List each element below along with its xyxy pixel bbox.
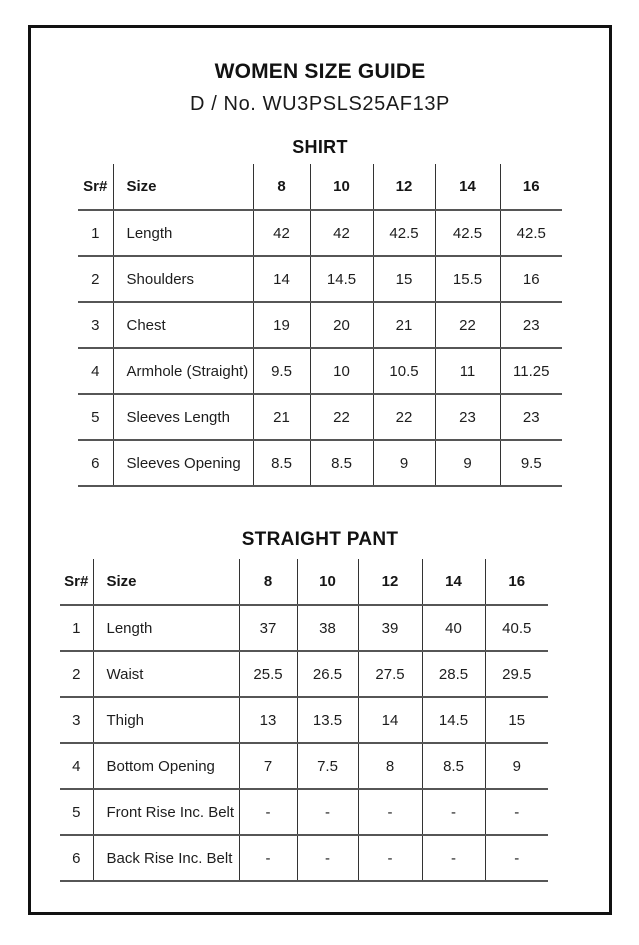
column-header: 14 xyxy=(435,164,500,210)
table-row xyxy=(60,651,548,697)
size-value-cell: 37 xyxy=(239,605,297,651)
size-value-cell: 9 xyxy=(485,743,548,789)
size-value-cell: 23 xyxy=(500,302,562,348)
size-value-cell: 21 xyxy=(253,394,310,440)
pant-table-title: STRAIGHT PANT xyxy=(241,529,399,550)
serial-cell: 4 xyxy=(78,348,113,394)
column-header: 10 xyxy=(297,559,358,605)
measure-label-cell: Thigh xyxy=(93,697,239,743)
size-value-cell: 25.5 xyxy=(239,651,297,697)
page-title: WOMEN SIZE GUIDE xyxy=(214,60,426,83)
size-value-cell: - xyxy=(422,789,485,835)
serial-cell: 3 xyxy=(60,697,93,743)
size-value-cell: 15 xyxy=(485,697,548,743)
size-value-cell: - xyxy=(239,835,297,881)
table-row xyxy=(78,348,562,394)
size-value-cell: 42.5 xyxy=(435,210,500,256)
size-value-cell: 14 xyxy=(253,256,310,302)
column-header: Sr# xyxy=(60,559,93,605)
serial-cell: 2 xyxy=(78,256,113,302)
size-value-cell: - xyxy=(239,789,297,835)
size-value-cell: 23 xyxy=(500,394,562,440)
size-value-cell: 10.5 xyxy=(373,348,435,394)
page-border-frame xyxy=(28,25,612,915)
table-row xyxy=(60,835,548,881)
header-row xyxy=(60,559,548,605)
size-value-cell: 39 xyxy=(358,605,422,651)
size-value-cell: - xyxy=(358,789,422,835)
size-value-cell: 7.5 xyxy=(297,743,358,789)
size-value-cell: 23 xyxy=(435,394,500,440)
table-row xyxy=(60,789,548,835)
size-value-cell: 22 xyxy=(435,302,500,348)
shirt-size-table xyxy=(78,164,562,487)
table-row xyxy=(78,210,562,256)
measure-label-cell: Back Rise Inc. Belt xyxy=(93,835,239,881)
size-value-cell: 26.5 xyxy=(297,651,358,697)
table-row xyxy=(60,697,548,743)
straight-pant-size-table xyxy=(60,559,548,882)
table-row xyxy=(78,256,562,302)
size-value-cell: - xyxy=(297,789,358,835)
size-value-cell: 9.5 xyxy=(500,440,562,486)
table-row xyxy=(78,302,562,348)
size-value-cell: - xyxy=(485,835,548,881)
size-value-cell: 16 xyxy=(500,256,562,302)
size-value-cell: 28.5 xyxy=(422,651,485,697)
size-value-cell: 8.5 xyxy=(422,743,485,789)
table-row xyxy=(60,743,548,789)
size-value-cell: 42 xyxy=(310,210,373,256)
size-value-cell: 10 xyxy=(310,348,373,394)
serial-cell: 2 xyxy=(60,651,93,697)
serial-cell: 5 xyxy=(60,789,93,835)
serial-cell: 1 xyxy=(78,210,113,256)
measure-label-cell: Front Rise Inc. Belt xyxy=(93,789,239,835)
size-value-cell: 22 xyxy=(310,394,373,440)
serial-cell: 3 xyxy=(78,302,113,348)
table-row xyxy=(78,440,562,486)
table-row xyxy=(60,605,548,651)
size-value-cell: 29.5 xyxy=(485,651,548,697)
size-value-cell: - xyxy=(297,835,358,881)
size-value-cell: 14.5 xyxy=(422,697,485,743)
column-header: 8 xyxy=(239,559,297,605)
measure-label-cell: Armhole (Straight) xyxy=(113,348,253,394)
column-header: 8 xyxy=(253,164,310,210)
size-value-cell: 14 xyxy=(358,697,422,743)
measure-label-cell: Chest xyxy=(113,302,253,348)
size-value-cell: 7 xyxy=(239,743,297,789)
measure-label-cell: Sleeves Length xyxy=(113,394,253,440)
shirt-section xyxy=(31,136,609,487)
column-header: Sr# xyxy=(78,164,113,210)
size-value-cell: 9.5 xyxy=(253,348,310,394)
size-value-cell: 22 xyxy=(373,394,435,440)
size-value-cell: 20 xyxy=(310,302,373,348)
shirt-table-title: SHIRT xyxy=(292,137,348,157)
measure-label-cell: Shoulders xyxy=(113,256,253,302)
straight-pant-section xyxy=(31,529,609,882)
table-row xyxy=(78,394,562,440)
size-value-cell: 14.5 xyxy=(310,256,373,302)
serial-cell: 1 xyxy=(60,605,93,651)
header-row xyxy=(78,164,562,210)
size-value-cell: 9 xyxy=(373,440,435,486)
size-value-cell: 8 xyxy=(358,743,422,789)
column-header: 16 xyxy=(485,559,548,605)
column-header: 10 xyxy=(310,164,373,210)
size-value-cell: 13.5 xyxy=(297,697,358,743)
serial-cell: 5 xyxy=(78,394,113,440)
size-value-cell: 19 xyxy=(253,302,310,348)
size-value-cell: 8.5 xyxy=(253,440,310,486)
measure-label-cell: Length xyxy=(113,210,253,256)
size-value-cell: 13 xyxy=(239,697,297,743)
size-value-cell: 42.5 xyxy=(500,210,562,256)
measure-label-cell: Bottom Opening xyxy=(93,743,239,789)
size-value-cell: - xyxy=(485,789,548,835)
size-value-cell: 38 xyxy=(297,605,358,651)
size-value-cell: 8.5 xyxy=(310,440,373,486)
size-value-cell: - xyxy=(422,835,485,881)
column-header: 14 xyxy=(422,559,485,605)
size-value-cell: 40 xyxy=(422,605,485,651)
size-value-cell: - xyxy=(358,835,422,881)
size-value-cell: 15 xyxy=(373,256,435,302)
serial-cell: 6 xyxy=(78,440,113,486)
measure-label-cell: Waist xyxy=(93,651,239,697)
size-value-cell: 9 xyxy=(435,440,500,486)
size-value-cell: 42 xyxy=(253,210,310,256)
size-value-cell: 40.5 xyxy=(485,605,548,651)
column-header: 12 xyxy=(373,164,435,210)
measure-label-cell: Length xyxy=(93,605,239,651)
serial-cell: 4 xyxy=(60,743,93,789)
column-header: Size xyxy=(93,559,239,605)
serial-cell: 6 xyxy=(60,835,93,881)
column-header: Size xyxy=(113,164,253,210)
size-value-cell: 21 xyxy=(373,302,435,348)
column-header: 12 xyxy=(358,559,422,605)
size-value-cell: 27.5 xyxy=(358,651,422,697)
size-value-cell: 15.5 xyxy=(435,256,500,302)
size-value-cell: 11 xyxy=(435,348,500,394)
size-value-cell: 11.25 xyxy=(500,348,562,394)
measure-label-cell: Sleeves Opening xyxy=(113,440,253,486)
design-number: D / No. WU3PSLS25AF13P xyxy=(190,93,450,115)
size-value-cell: 42.5 xyxy=(373,210,435,256)
column-header: 16 xyxy=(500,164,562,210)
